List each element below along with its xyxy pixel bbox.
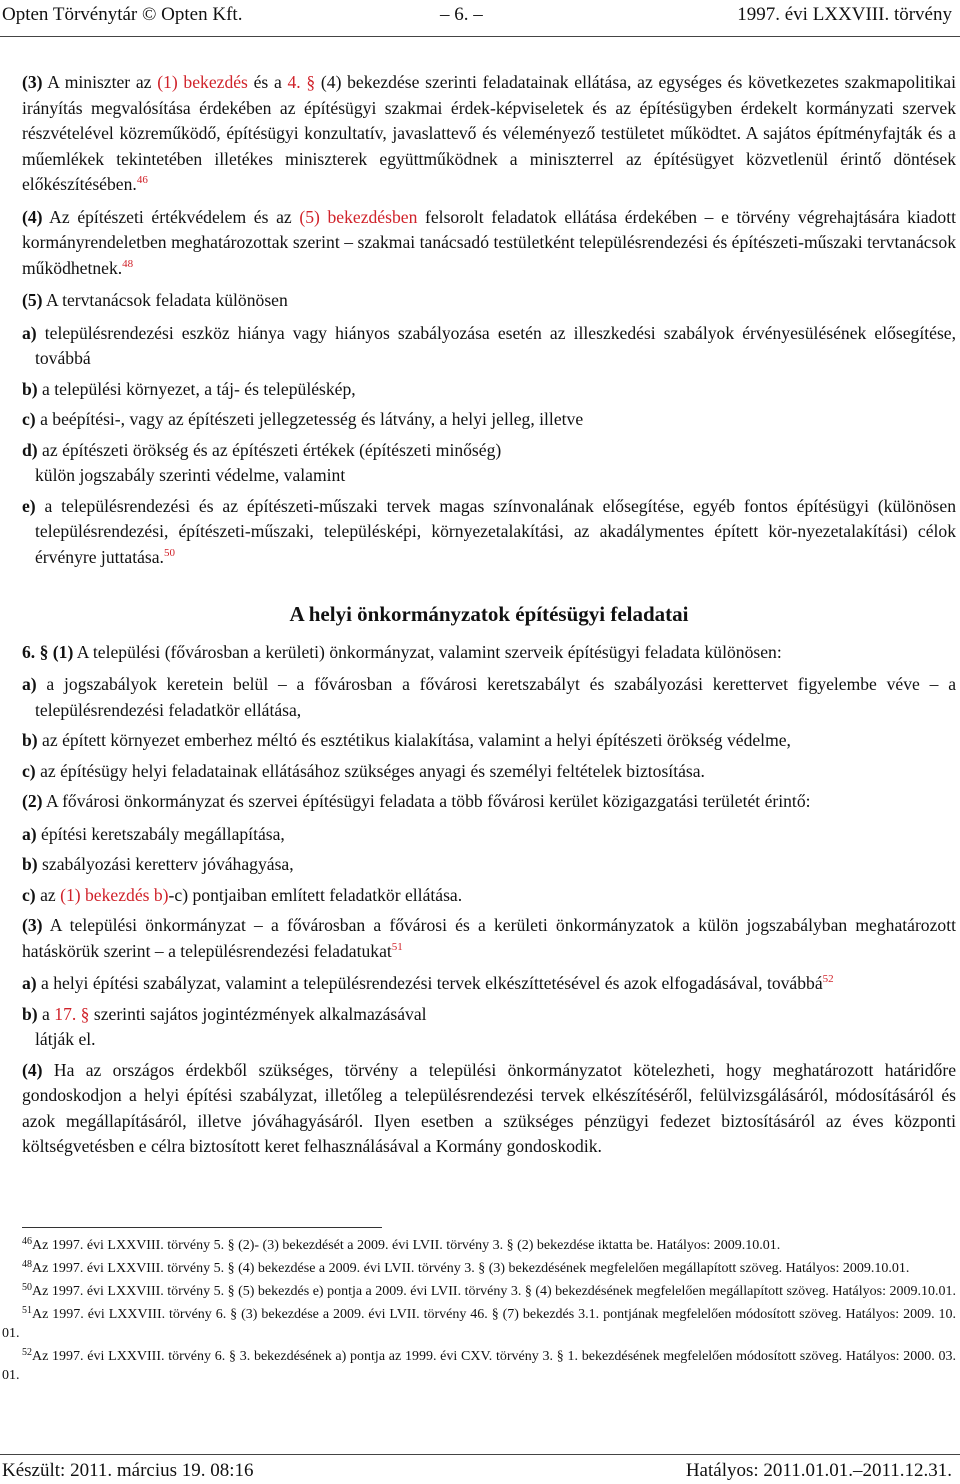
header-page-number: – 6. – <box>440 4 483 25</box>
paragraph-6-1 <box>22 640 956 666</box>
item-label: c) <box>22 409 36 429</box>
footnote-text: Az 1997. évi LXXVIII. törvény 6. § (3) bekezdése a 2009. évi LVII. törvény 46. § (7) bekezdés 3.1. pontjának megfelelően módosított szöveg. Hatályos: 2009. 10. 01. <box>2 1307 956 1341</box>
text: A fővárosi önkormányzat és szervei építésügyi feladata a több fővárosi kerület közigazgatási területét érintő: <box>42 791 811 811</box>
paragraph-5-4 <box>22 205 956 282</box>
text: és a <box>247 72 288 92</box>
item-label: b) <box>22 1003 38 1024</box>
list-item <box>22 852 956 878</box>
item-text: építési keretszabály megállapítása, <box>36 823 285 844</box>
header-law-title: 1997. évi LXXVIII. törvény <box>737 4 952 25</box>
paragraph-5-3 <box>22 70 956 198</box>
item-label: b) <box>22 730 38 750</box>
text: A települési (fővárosban a kerületi) önkormányzat, valamint szerveik építésügyi feladata különösen: <box>73 641 782 662</box>
paragraph-5-5 <box>22 288 956 314</box>
item-label: d) <box>22 439 38 460</box>
item-text: a települési környezet, a táj- és településkép, <box>37 378 356 399</box>
list-item-continuation <box>22 1027 956 1053</box>
footnotes <box>2 1236 956 1389</box>
footnote-number: 46 <box>22 1236 32 1247</box>
item-label: a) <box>22 823 37 844</box>
list-item <box>22 672 956 723</box>
link-paragraph-4[interactable]: 4. § <box>287 72 316 92</box>
footnote-text: Az 1997. évi LXXVIII. törvény 5. § (2)- (3) bekezdését a 2009. évi LVII. törvény 3. § (2) bekezdése iktatta be. Hatályos: 2009.10.01. <box>32 1238 781 1253</box>
item-text: -c) pontjaiban említett feladatkör ellátása. <box>168 884 463 905</box>
footnote-number: 50 <box>22 1282 32 1293</box>
paragraph-6-2 <box>22 789 956 815</box>
item-text: az <box>35 884 61 905</box>
footnote <box>2 1282 956 1301</box>
footnote <box>2 1259 956 1278</box>
list-item <box>22 728 956 754</box>
text: Ha az országos érdekből szükséges, törvény a települési önkormányzatot kötelezheti, hogy meghatározott határidőre gondoskodjon a helyi építési szabályzat, illetőleg a településrendezési tervek elkészítéséről, felülvizsgálásáról, módosításáról és azok megállapításáról, illetve jóváhagyásáról. Ilyen esetben a szükséges pénzügyi fedezet biztosításáról az éves központi költségvetésben e célra biztosított keret felhasználásával a Kormány gondoskodik. <box>22 1059 956 1156</box>
subsection-number: (3) <box>22 72 43 92</box>
text: A települési önkormányzat – a fővárosban a fővárosi és a kerületi önkormányzatok a külön jogszabályban meghatározott hatáskörük szerint – a településrendezési feladatukat <box>22 915 956 961</box>
link-bekezdes-1[interactable]: (1) bekezdés <box>157 72 248 92</box>
list-item <box>22 883 956 909</box>
item-text: külön jogszabály szerinti védelme, valamint <box>35 465 346 485</box>
link-bekezdes-5[interactable]: (5) bekezdésben <box>299 206 418 227</box>
subsection-number: (3) <box>22 915 43 935</box>
list-item <box>22 321 956 372</box>
item-text: szabályozási keretterv jóváhagyása, <box>37 854 294 874</box>
subsection-number: (1) <box>52 641 74 662</box>
text: A tervtanácsok feladata különösen <box>42 290 288 310</box>
subsection-number: (2) <box>22 791 43 811</box>
footnote-ref-48[interactable]: 48 <box>122 257 134 270</box>
footnote-ref-46[interactable]: 46 <box>136 174 148 186</box>
footnote-text: Az 1997. évi LXXVIII. törvény 6. § 3. bekezdésének a) pontja az 1999. évi CXV. törvény 3. § 1. bekezdésének megfelelően módosított szöveg. Hatályos: 2000. 03. 01. <box>2 1349 956 1383</box>
footnote-text: Az 1997. évi LXXVIII. törvény 5. § (5) bekezdés e) pontja a 2009. évi LVII. törvény 3. § (4) bekezdésének megfelelően megállapított szöveg. Hatályos: 2009.10.01. <box>32 1284 956 1299</box>
footnote-ref-51[interactable]: 51 <box>391 940 403 953</box>
paragraph-6-3 <box>22 913 956 964</box>
footnote-text: Az 1997. évi LXXVIII. törvény 5. § (4) bekezdése a 2009. évi LVII. törvény 3. § (3) bekezdésének megfelelően megállapított szöveg. Hatályos: 2009.10.01. <box>32 1261 910 1276</box>
footnote-number: 48 <box>22 1259 32 1270</box>
text: A miniszter az <box>42 72 158 92</box>
footnote-ref-50[interactable]: 50 <box>163 546 175 559</box>
page-header <box>0 2 960 32</box>
document-body <box>22 70 956 1167</box>
item-text: a helyi építési szabályzat, valamint a településrendezési tervek elkészíttetésével és azok elfogadásával, továbbá <box>36 973 823 993</box>
list-item <box>22 822 956 848</box>
footnote-divider <box>22 1227 382 1228</box>
footnote <box>2 1347 956 1385</box>
footer-divider <box>0 1454 960 1455</box>
item-text: az építészeti örökség és az építészeti értékek (építészeti minőség) <box>37 439 502 460</box>
item-text: szerinti sajátos jogintézmények alkalmazásával <box>89 1003 427 1024</box>
item-text: látják el. <box>35 1029 96 1049</box>
link-paragraph-17[interactable]: 17. § <box>54 1003 90 1024</box>
footnote-number: 51 <box>22 1305 32 1316</box>
paragraph-number: 6. § <box>22 641 49 662</box>
item-text: az építésügy helyi feladatainak ellátásához szükséges anyagi és személyi feltételek biztosítása. <box>35 760 705 781</box>
list-item <box>22 759 956 785</box>
paragraph-6-4 <box>22 1058 956 1160</box>
section-title: A helyi önkormányzatok építésügyi feladatai <box>289 602 689 626</box>
subsection-number: (4) <box>22 206 43 227</box>
item-text: a jogszabályok keretein belül – a fővárosban a fővárosi keretszabályt és szabályozási kerettervet figyelembe véve – a településrendezési feladatkör ellátása, <box>35 674 956 720</box>
text: felsorolt feladatok ellátása érdekében – e törvény végrehajtására kiadott kormányrendeletben meghatározottak szerint – szakmai tanácsadó testületként településrendezési és építészeti-műszaki tervtanácsok működhetnek. <box>22 206 956 278</box>
item-label: e) <box>22 495 36 516</box>
footnote <box>2 1305 956 1343</box>
list-item <box>22 1002 956 1028</box>
item-label: c) <box>22 884 36 905</box>
link-bekezdes-1-b[interactable]: (1) bekezdés b) <box>60 884 169 905</box>
footer-effective: Hatályos: 2011.01.01.–2011.12.31. <box>685 1460 952 1481</box>
item-label: a) <box>22 973 37 993</box>
footnote-ref-52[interactable]: 52 <box>822 973 834 985</box>
list-item <box>22 377 956 403</box>
footnote-number: 52 <box>22 1347 32 1358</box>
item-label: a) <box>22 674 37 694</box>
list-item <box>22 407 956 433</box>
item-text: településrendezési eszköz hiánya vagy hiányos szabályozása esetén az illeszkedési szabályok érvényesülésének elősegítése, továbbá <box>35 322 956 368</box>
list-item <box>22 438 956 464</box>
item-text: a beépítési-, vagy az építészeti jellegzetesség és látvány, a helyi jelleg, illetve <box>35 409 584 429</box>
item-label: a) <box>22 322 37 343</box>
footnote <box>2 1236 956 1255</box>
header-publisher: Opten Törvénytár © Opten Kft. <box>2 4 243 25</box>
text: Az építészeti értékvédelem és az <box>42 206 300 227</box>
item-label: b) <box>22 854 38 874</box>
header-divider <box>0 36 960 37</box>
item-label: b) <box>22 378 38 399</box>
item-label: c) <box>22 760 36 781</box>
subsection-number: (4) <box>22 1059 43 1080</box>
footer-created: Készült: 2011. március 19. 08:16 <box>2 1460 254 1481</box>
item-text: a településrendezési és az építészeti-műszaki tervek magas színvonalának elősegítése, egyéb fontos építésügyi (különösen településrendezési, építészeti-műszaki, településképi, környezetalakítási, az akadálymentes épített kör-nyezetalakítási) célok érvényre juttatása. <box>35 495 956 567</box>
subsection-number: (5) <box>22 290 43 310</box>
text: (4) bekezdése szerinti feladatainak ellátása, az egységes és következetes szakmapolitikai irányítás megvalósítása érdekében az építésügyi szakmai érdek-képviseletek és az építésügyben érdekelt kormányzati szervek részvételével közreműködő, építésügyi konzultatív, javaslattevő és véleményező testületet működtet. A sajátos építményfajták és a műemlékek tekintetében illetékes miniszterek együttműködnek a miniszterrel az építésügyet közvetlenül érintő döntések előkészítésében. <box>22 72 956 194</box>
list-item <box>22 971 956 997</box>
list-item-continuation <box>22 463 956 489</box>
item-text: az épített környezet emberhez méltó és esztétikus kialakítása, valamint a helyi építészeti örökség védelme, <box>37 730 791 750</box>
item-text: a <box>37 1003 55 1024</box>
list-item <box>22 494 956 571</box>
